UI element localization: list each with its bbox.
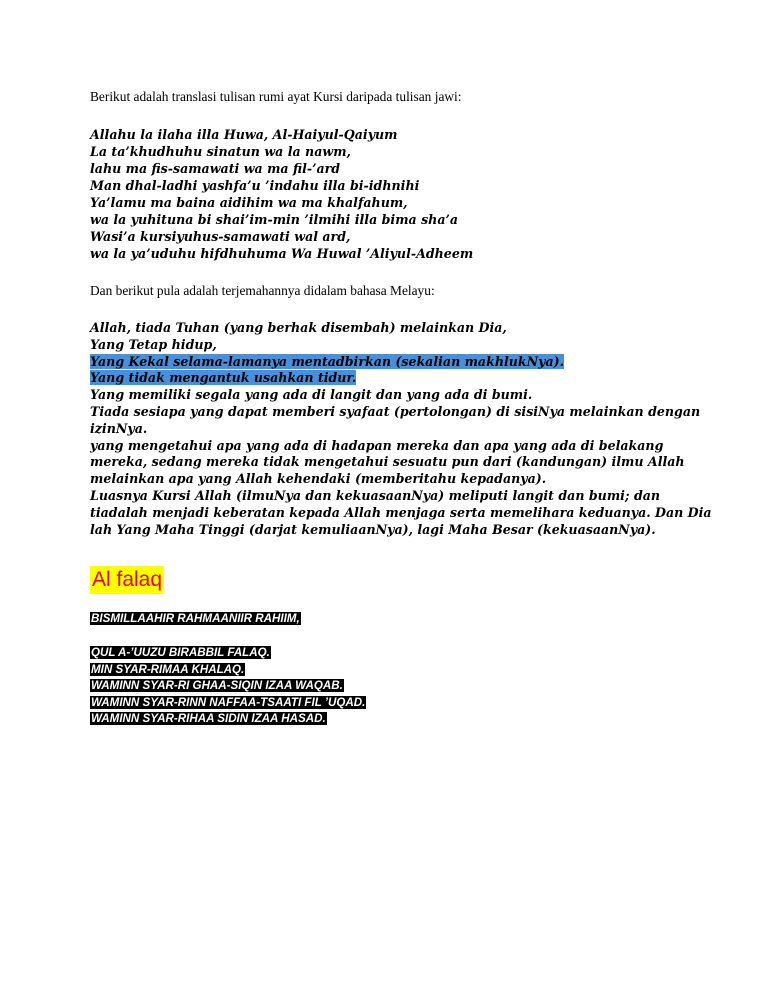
- blue-highlight: Yang tidak mengantuk usahkan tidur.: [90, 370, 357, 386]
- verse-line: La ta’khudhuhu sinatun wa la nawm,: [90, 144, 351, 159]
- translation-line: melainkan apa yang Allah kehendaki (memberitahu kepadanya).: [90, 471, 547, 487]
- translation-line-highlighted: [90, 370, 690, 387]
- verse-line: Ya’lamu ma baina aidihim wa ma khalfahum,: [90, 195, 408, 210]
- translation-line-highlighted: [90, 354, 690, 371]
- bismillah-line: [90, 611, 690, 628]
- terjemahan-melayu: [90, 320, 712, 538]
- translation-line: Yang memiliki segala yang ada di langit dan yang ada di bumi.: [90, 387, 533, 403]
- intro-text: Berikut adalah translasi tulisan rumi ayat Kursi daripada tulisan jawi:: [90, 89, 462, 104]
- falaq-line: [90, 645, 690, 662]
- black-highlight: WAMINN SYAR-RINN NAFFAA-TSAATI FIL ’UQAD.: [91, 695, 366, 709]
- black-highlight: BISMILLAAHIR RAHMAANIIR RAHIIM,: [91, 612, 300, 626]
- verse-line: lahu ma fis-samawati wa ma fil-’ard: [90, 161, 341, 176]
- al-falaq-rumi: [90, 611, 690, 728]
- falaq-line: [90, 678, 690, 695]
- translation-line: yang mengetahui apa yang ada di hadapan mereka dan apa yang ada di belakang: [90, 437, 664, 453]
- black-highlight: MIN SYAR-RIMAA KHALAQ.: [91, 662, 245, 676]
- verse-line: wa la ya’uduhu hifdhuhuma Wa Huwal ’Aliyul-Adheem: [90, 246, 474, 261]
- translation-line: mereka, sedang mereka tidak mengetahui sesuatu pun dari (kandungan) ilmu Allah: [90, 454, 685, 470]
- ayat-kursi-rumi: [90, 126, 690, 262]
- translation-line: izinNya.: [90, 420, 148, 436]
- translation-line: Yang Tetap hidup,: [90, 336, 217, 352]
- translation-line: Luasnya Kursi Allah (ilmuNya dan kekuasaanNya) meliputi langit dan bumi; dan: [90, 487, 661, 503]
- verse-line: Wasi’a kursiyuhus-samawati wal ard,: [90, 229, 351, 244]
- black-highlight: QUL A-’UUZU BIRABBIL FALAQ.: [91, 645, 270, 659]
- translation-line: Tiada sesiapa yang dapat memberi syafaat (pertolongan) di sisiNya melainkan dengan: [90, 403, 701, 419]
- verse-line: Allahu la ilaha illa Huwa, Al-Haiyul-Qaiyum: [90, 127, 398, 142]
- al-falaq-heading: Al falaq: [90, 566, 164, 594]
- falaq-line: [90, 695, 690, 712]
- verse-line: wa la yuhituna bi shai’im-min ’ilmihi illa bima sha’a: [90, 212, 459, 227]
- falaq-line: [90, 662, 690, 679]
- verse-line: Man dhal-ladhi yashfa’u ’indahu illa bi-idhnihi: [90, 178, 420, 193]
- black-highlight: WAMINN SYAR-RI GHAA-SIQIN IZAA WAQAB.: [91, 679, 343, 693]
- document-page: [90, 88, 712, 728]
- translation-line: tiadalah menjadi keberatan kepada Allah menjaga serta memelihara keduanya. Dan Dia: [90, 504, 712, 520]
- line-gap: [90, 628, 690, 645]
- falaq-line: [90, 711, 690, 728]
- translation-line: Allah, tiada Tuhan (yang berhak disembah) melainkan Dia,: [90, 320, 507, 335]
- translation-line: lah Yang Maha Tinggi (darjat kemuliaanNya), lagi Maha Besar (kekuasaanNya).: [90, 521, 656, 537]
- intro2-text: Dan berikut pula adalah terjemahannya didalam bahasa Melayu:: [90, 283, 435, 298]
- blue-highlight: Yang Kekal selama-lamanya mentadbirkan (sekalian makhlukNya).: [90, 353, 564, 369]
- black-highlight: WAMINN SYAR-RIHAA SIDIN IZAA HASAD.: [91, 712, 326, 726]
